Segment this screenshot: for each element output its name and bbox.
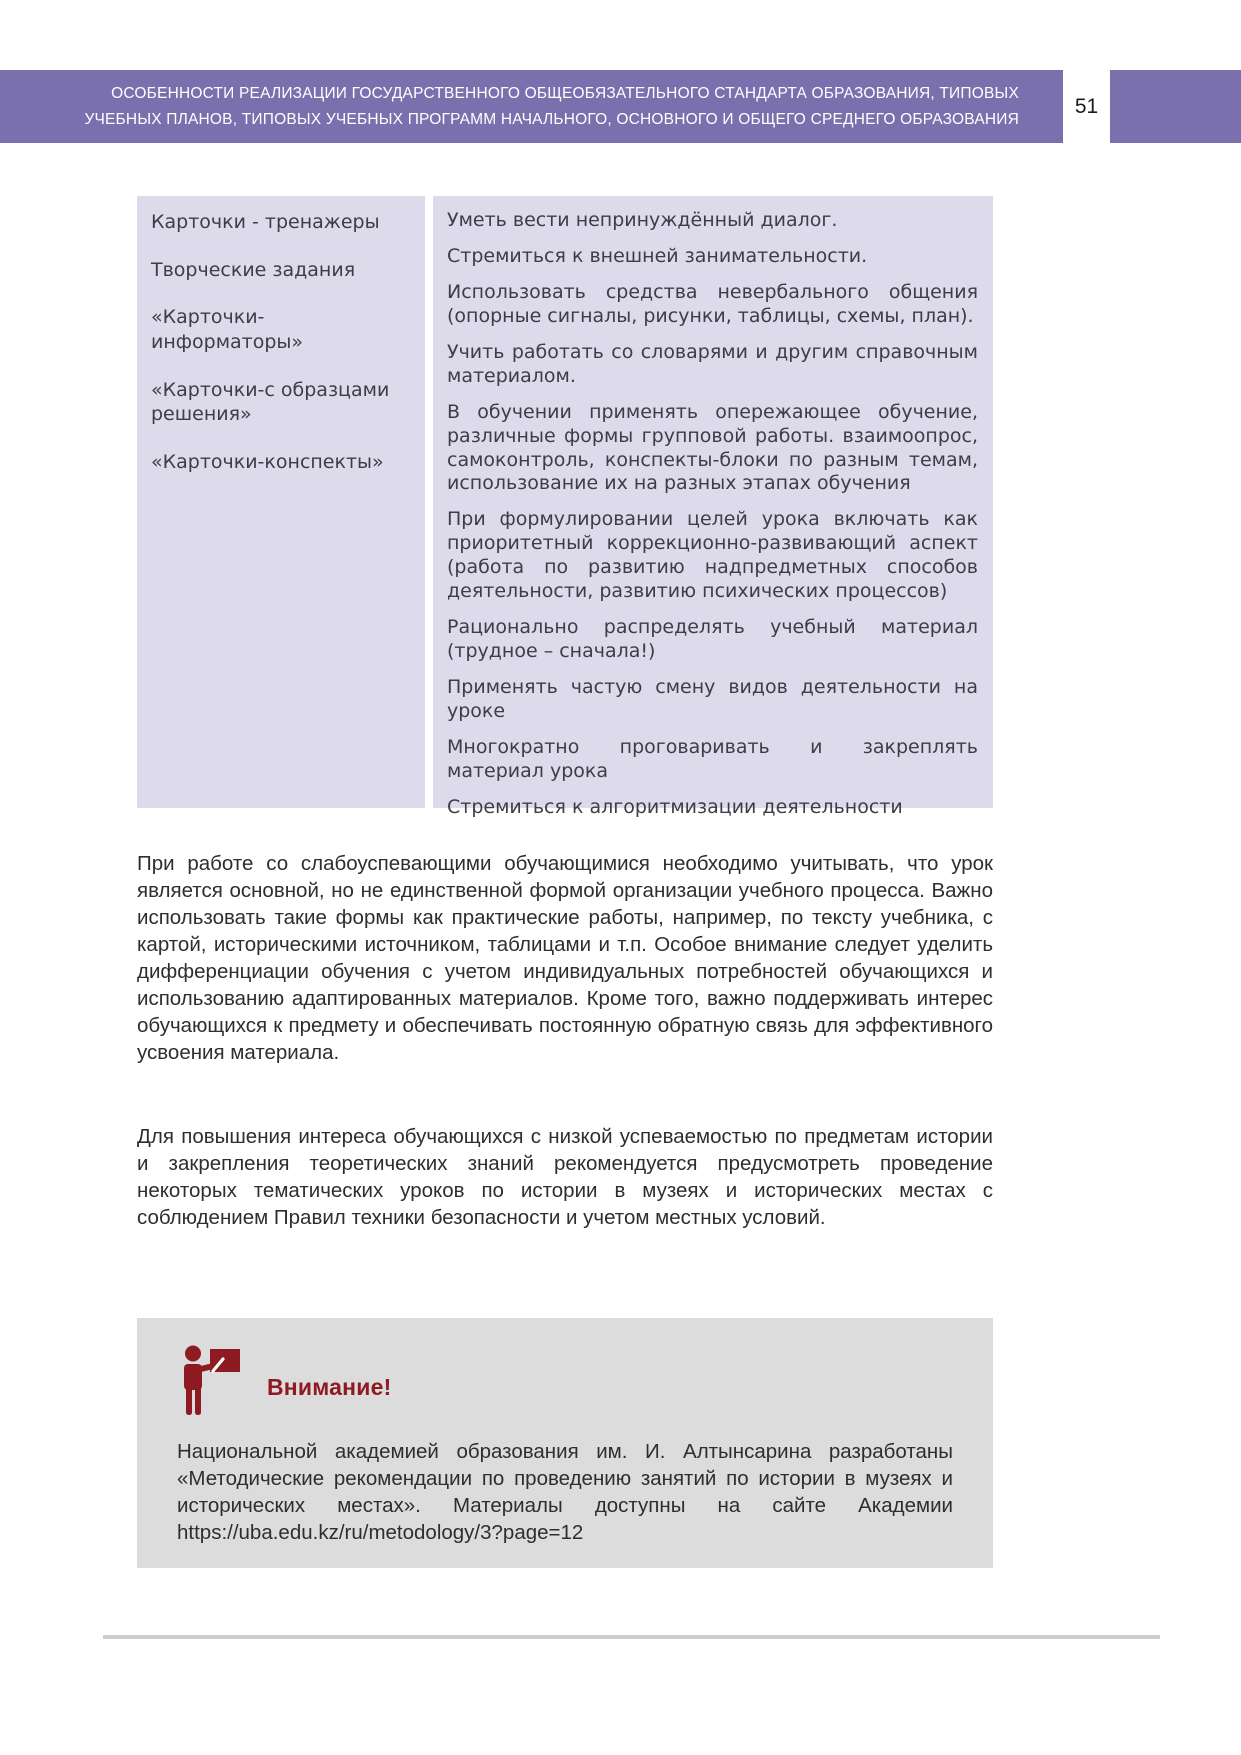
- table-cell-item: Стремиться к алгоритмизации деятельности: [447, 795, 903, 818]
- table-cell-item: Использовать средства невербального общения (опорные сигналы, рисунки, таблицы, схемы, план).: [447, 280, 978, 327]
- table-cell-item: «Карточки-конспекты»: [151, 451, 384, 474]
- table-cell-item: «Карточки-с образцами решения»: [151, 378, 390, 426]
- running-head-line-1: ОСОБЕННОСТИ РЕАЛИЗАЦИИ ГОСУДАРСТВЕННОГО ОБЩЕОБЯЗАТЕЛЬНОГО СТАНДАРТА ОБРАЗОВАНИЯ, ТИПОВЫХ: [111, 84, 1019, 102]
- table-cell-item: Стремиться к внешней занимательности.: [447, 244, 868, 267]
- table-cell-item: «Карточки-информаторы»: [151, 306, 304, 354]
- body-paragraph-1: При работе со слабоуспевающими обучающимися необходимо учитывать, что урок является основной, но не единственной формой организации учебного процесса. Важно использовать такие формы как практические работы, например, по тексту учебника, с картой, историческими источником, таблицами и т.п. Особое внимание следует уделить дифференциации обучения с учетом индивидуальных потребностей обучающихся и использованию адаптированных материалов. Кроме того, важно поддерживать интерес обучающихся к предмету и обеспечивать постоянную обратную связь для эффективного усвоения материала.: [137, 852, 993, 1065]
- table-column-divider: [425, 196, 433, 808]
- attention-callout: [137, 1318, 993, 1568]
- table-cell-item: Рационально распределять учебный материал (трудное – сначала!): [447, 616, 978, 663]
- running-head-right-block: [1110, 70, 1241, 143]
- table-cell-item: Применять частую смену видов деятельности на уроке: [447, 676, 978, 722]
- body-paragraph-2: Для повышения интереса обучающихся с низкой успеваемостью по предметам истории и закрепления теоретических знаний рекомендуется предусмотреть проведение некоторых тематических уроков по истории в музеях и исторических местах с соблюдением Правил техники безопасности и учетом местных условий.: [137, 1125, 993, 1230]
- table-cell-item: Многократно проговаривать и закреплять материал урока: [447, 735, 978, 782]
- table-cell-item: При формулировании целей урока включать как приоритетный коррекционно-развивающий аспект (работа по развитию надпредметных способов деятельности, развитию психических процессов): [447, 508, 978, 603]
- table-cell-item: Уметь вести непринуждённый диалог.: [447, 209, 838, 231]
- table-left-column: [137, 196, 425, 808]
- table-cell-item: Карточки - тренажеры: [151, 211, 380, 233]
- attention-callout-header: [177, 1344, 953, 1430]
- table-cell-item: Творческие задания: [151, 258, 356, 281]
- table-right-column: [433, 196, 993, 818]
- running-head-bar: [0, 70, 1063, 143]
- teacher-pointing-at-board-icon: [177, 1344, 241, 1430]
- methods-table: [137, 196, 993, 818]
- attention-title: Внимание!: [267, 1373, 392, 1400]
- page-number: 51: [1074, 94, 1099, 118]
- attention-text: Национальной академией образования им. И. Алтынсарина разработаны «Методические рекомендации по проведению занятий по истории в музеях и исторических местах». Материалы доступны на сайте Академии https://uba.edu.kz/ru/metodology/3?page=12: [177, 1440, 953, 1545]
- table-cell-item: Учить работать со словарями и другим справочным материалом.: [447, 340, 978, 387]
- running-head-line-2: УЧЕБНЫХ ПЛАНОВ, ТИПОВЫХ УЧЕБНЫХ ПРОГРАММ НАЧАЛЬНОГО, ОСНОВНОГО И ОБЩЕГО СРЕДНЕГО ОБРАЗОВАНИЯ: [84, 110, 1019, 128]
- table-cell-item: В обучении применять опережающее обучение, различные формы групповой работы. взаимоопрос, самоконтроль, конспекты-блоки по разным темам, использование их на разных этапах обучения: [447, 400, 978, 495]
- footer-divider-line: [103, 1635, 1160, 1639]
